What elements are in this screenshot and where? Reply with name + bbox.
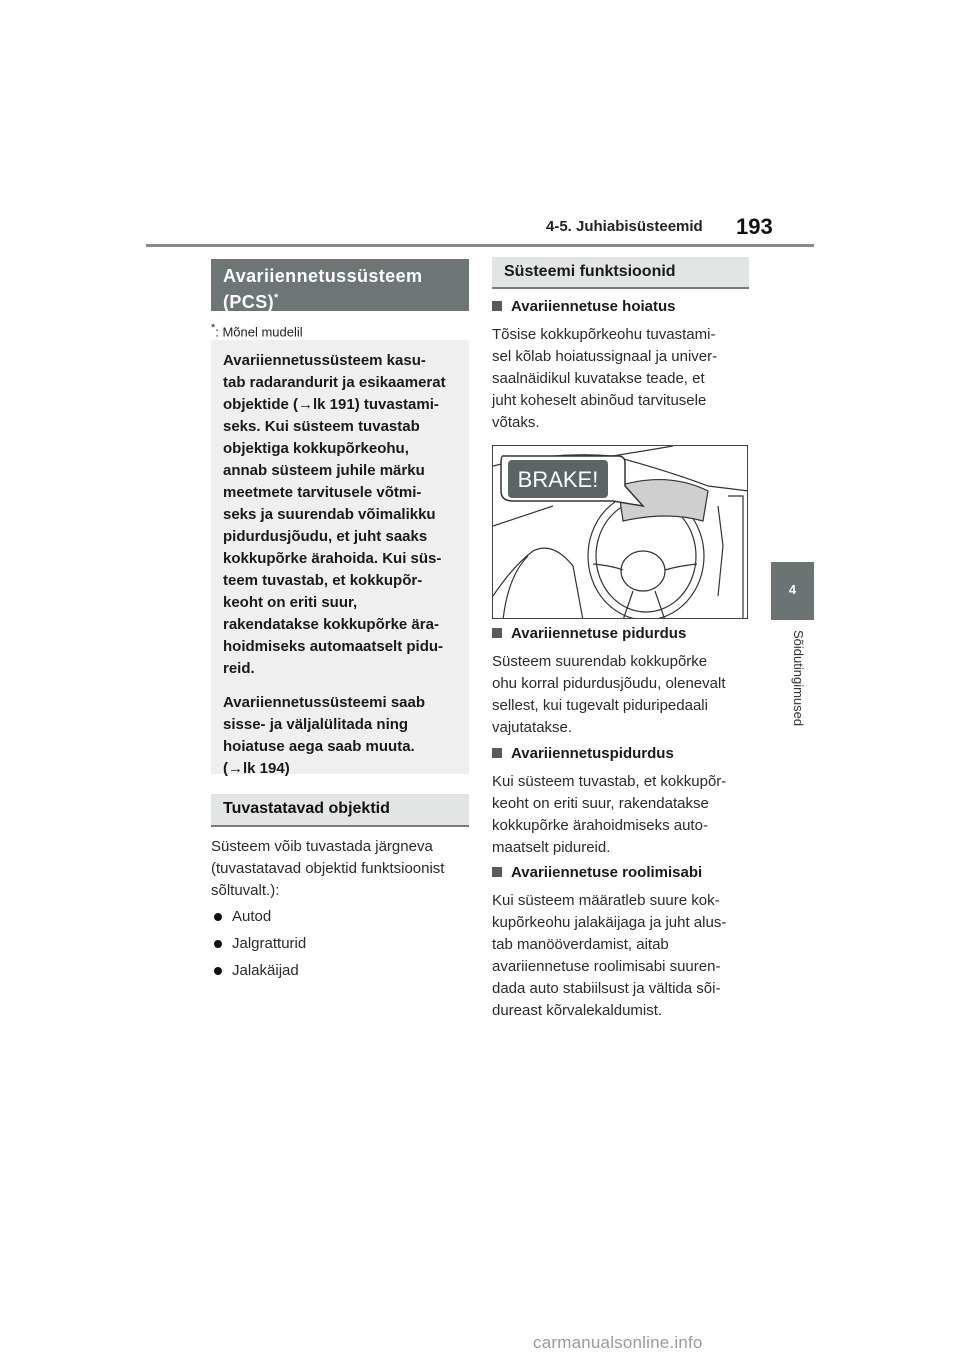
- list-item: Autod: [211, 903, 471, 930]
- functions-heading: Süsteemi funktsioonid: [492, 257, 749, 289]
- list-item: Jalgratturid: [211, 930, 471, 957]
- function-title: Avariiennetuspidurdus: [511, 744, 674, 762]
- objects-heading: Tuvastatavad objektid: [211, 794, 469, 827]
- brake-callout: [501, 456, 643, 506]
- chapter-tab: [771, 562, 814, 620]
- footnote-mark: *: [211, 322, 216, 334]
- watermark: carmanualsonline.info: [533, 1333, 703, 1352]
- chapter-number: 4: [788, 582, 797, 597]
- header-rule: [146, 244, 814, 247]
- page-number: 193: [736, 214, 773, 239]
- list-item: Jalakäijad: [211, 957, 471, 984]
- function-text: Kui süsteem tuvastab, et kokkupõr- keoht on eriti suur, rakendatakse kokkupõrke ärahoidmiseks auto- maatselt pidureid.: [492, 773, 727, 856]
- square-bullet-icon: [492, 748, 502, 758]
- brake-text: BRAKE!: [517, 467, 599, 492]
- function-item-steering-assist: [492, 862, 754, 1022]
- footnote: [211, 322, 303, 339]
- info-paragraph-2: Avariiennetussüsteemi saab sisse- ja väljalülitada ning hoiatuse aega saab muuta. (→lk 194): [223, 694, 426, 777]
- bullet-icon: [214, 940, 222, 948]
- function-item-brake-assist: [492, 623, 754, 739]
- steering-wheel-illustration: [493, 446, 748, 619]
- objects-list: [211, 903, 471, 984]
- function-title: Avariiennetuse hoiatus: [511, 297, 676, 315]
- function-item-warning: [492, 296, 754, 434]
- dashboard-illustration: [492, 445, 748, 619]
- pcs-heading: [211, 259, 469, 311]
- pcs-heading-text: Avariiennetussüsteem (PCS): [223, 266, 423, 312]
- info-box: [211, 340, 469, 777]
- function-text: Kui süsteem määratleb suure kok- kupõrkeohu jalakäijaga ja juht alus- tab manööverdamist, aitab avariiennetuse roolimisabi suuren- dada auto stabiilsust ja vältida sõi- dureast kõrvalekaldumist.: [492, 892, 727, 1019]
- square-bullet-icon: [492, 301, 502, 311]
- function-item-auto-brake: [492, 743, 754, 859]
- square-bullet-icon: [492, 628, 502, 638]
- objects-intro: Süsteem võib tuvastada järgneva (tuvastatavad objektid funktsioonist sõltuvalt.):: [211, 838, 445, 899]
- function-title: Avariiennetuse roolimisabi: [511, 863, 703, 881]
- function-text: Süsteem suurendab kokkupõrke ohu korral pidurdusjõudu, olenevalt sellest, kui tugevalt piduripedaali vajutatakse.: [492, 653, 726, 736]
- info-paragraph-1: Avariiennetussüsteem kasu- tab radarandurit ja esikaamerat objektide (→lk 191) tuvastami- seks. Kui süsteem tuvastab objektiga kokkupõrkeohu, annab süsteem juhile märku meetmete tarvitusele võtmi- seks ja suurendab võimalikku pidurdusjõudu, et juht saaks kokkupõrke ärahoida. Kui süs- teem tuvastab, et kokkupõr- keoht on eriti suur, rakendatakse kokkupõrke ära- hoidmiseks automaatselt pidu- reid.: [223, 352, 446, 677]
- function-title: Avariiennetuse pidurdus: [511, 624, 687, 642]
- footnote-text: : Mõnel mudelil: [215, 324, 303, 340]
- bullet-icon: [214, 967, 222, 975]
- function-text: Tõsise kokkupõrkeohu tuvastami- sel kõlab hoiatussignaal ja univer- saalnäidikul kuvatakse teade, et juht koheselt abinõud tarvitusele võtaks.: [492, 326, 718, 431]
- bullet-icon: [214, 913, 222, 921]
- section-title: 4-5. Juhiabisüsteemid: [546, 218, 703, 235]
- chapter-label: Sõidutingimused: [791, 630, 806, 727]
- square-bullet-icon: [492, 867, 502, 877]
- pcs-heading-mark: *: [274, 292, 279, 304]
